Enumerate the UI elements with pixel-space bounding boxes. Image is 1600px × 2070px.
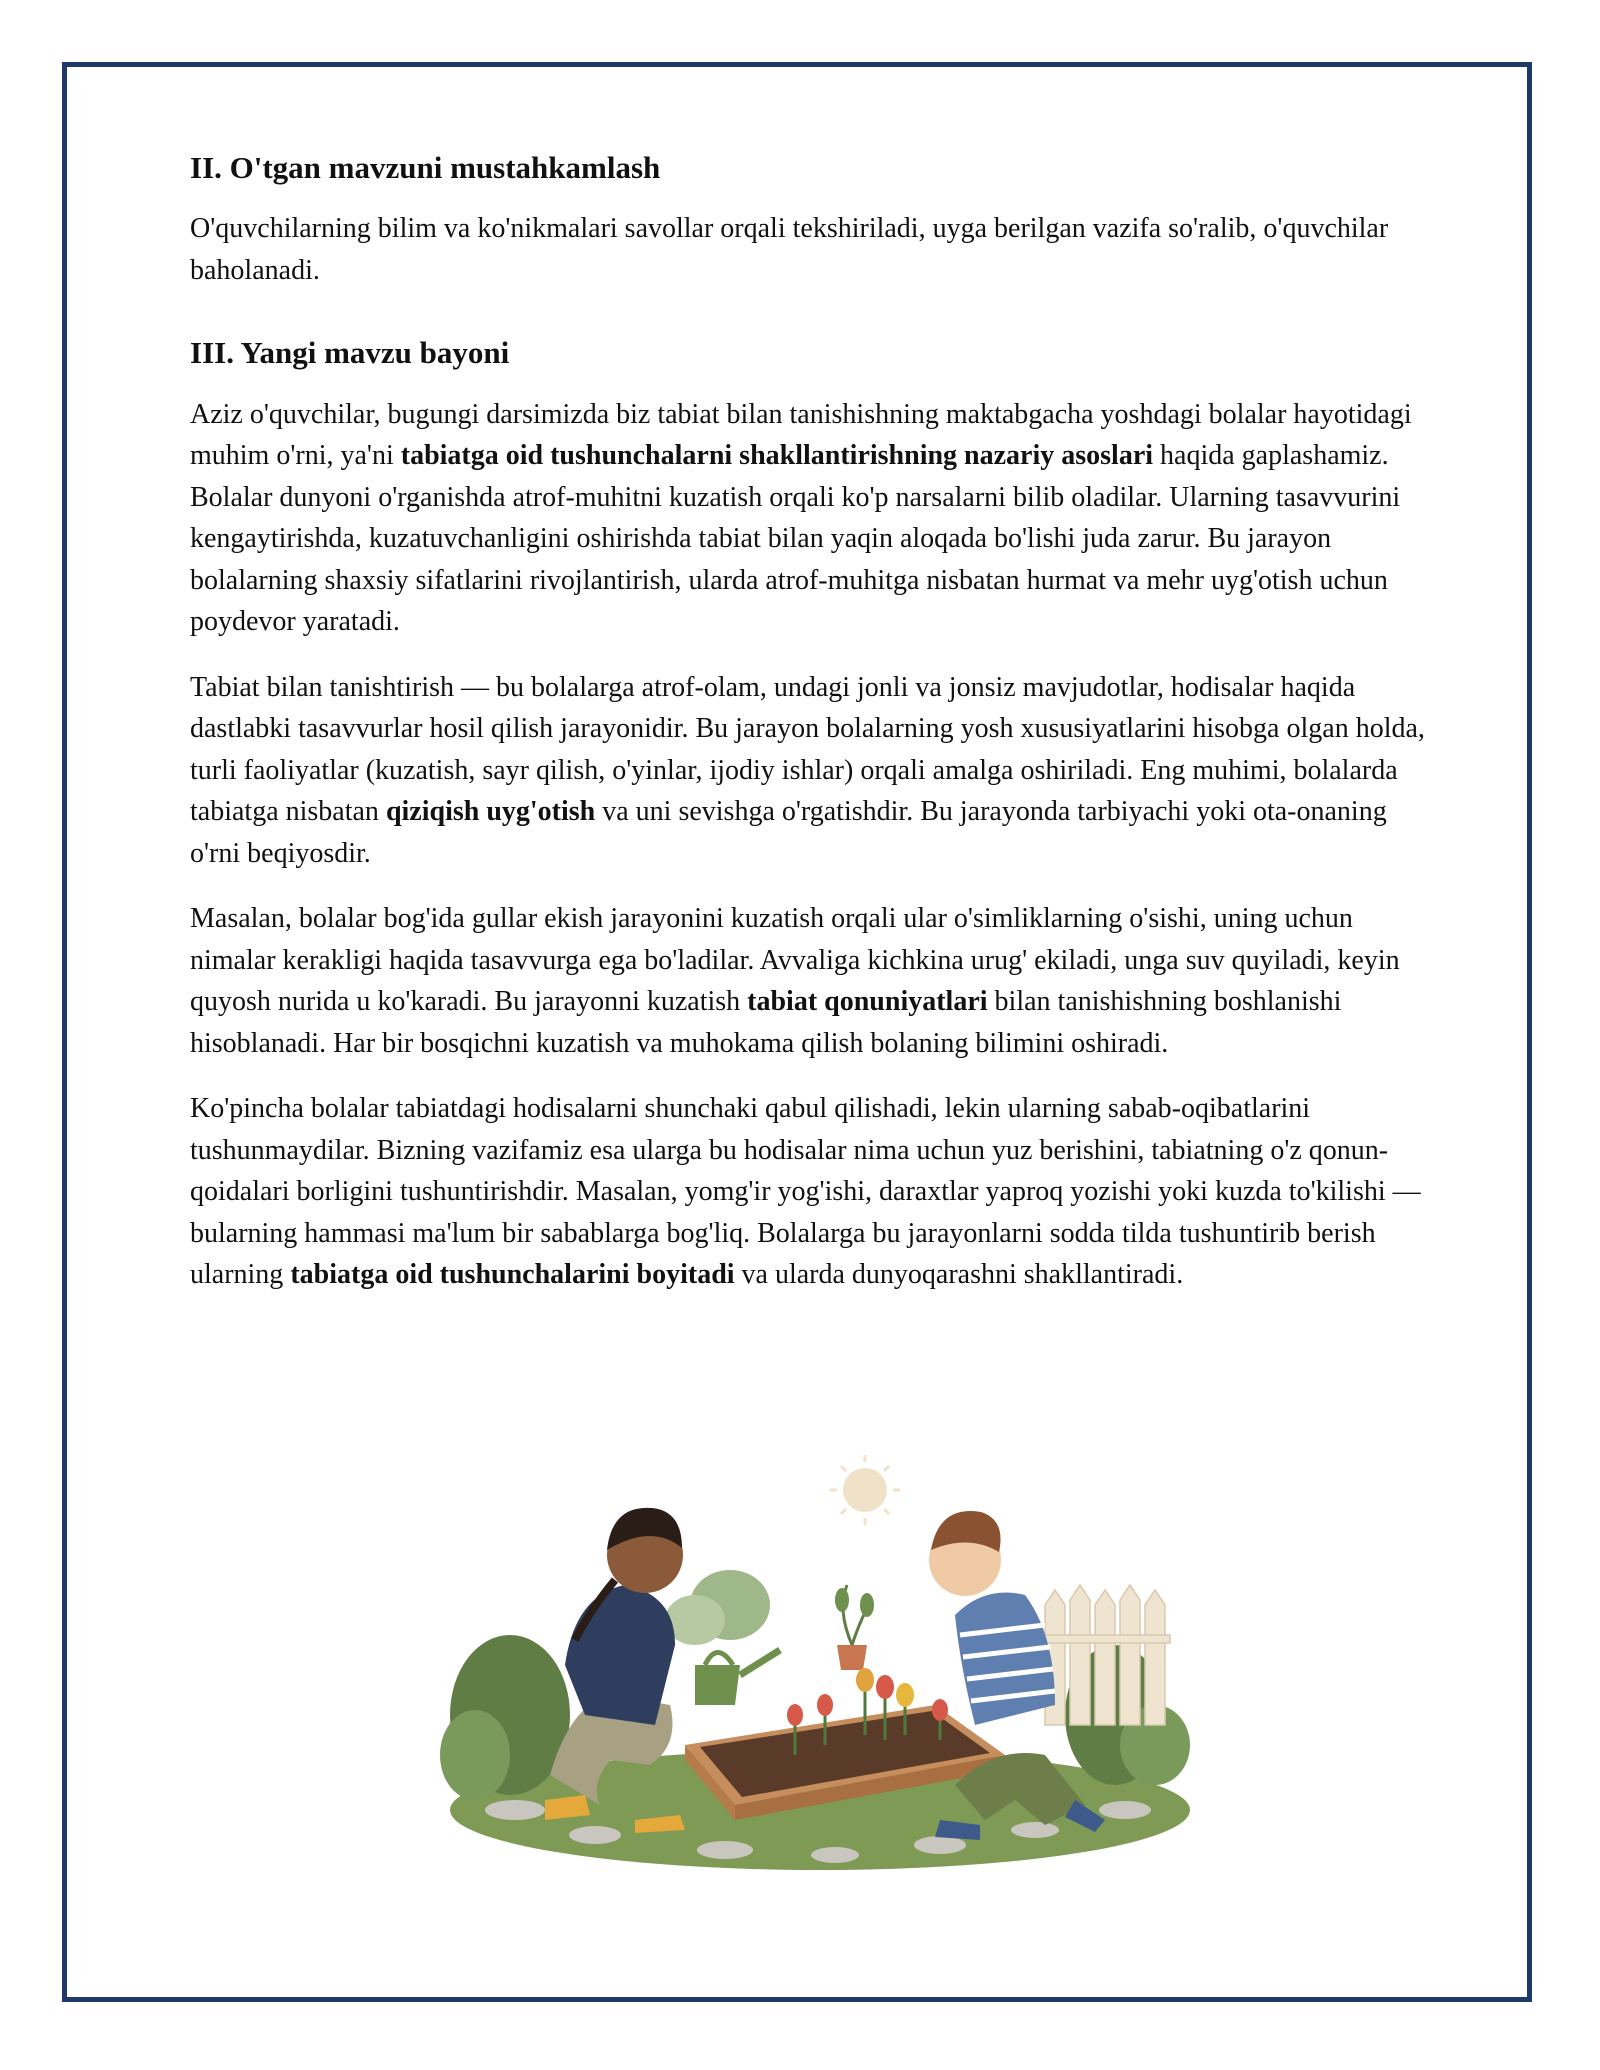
sun-icon	[830, 1455, 900, 1525]
watering-can-icon	[695, 1650, 780, 1705]
section-2-paragraph: O'quvchilarning bilim va ko'nikmalari savollar orqali tekshiriladi, uyga berilgan vazifa so'ralib, o'quvchilar baholanadi.	[190, 213, 1389, 286]
emphasis-text: tabiatga oid tushunchalarni shakllantirishning nazariy asoslari	[400, 440, 1154, 472]
paragraph-1: Aziz o'quvchilar, bugungi darsimizda biz tabiat bilan tanishishning maktabgacha yoshdagi bolalar hayotidagi muhim o'rni, ya'ni tabiatga oid tushunchalarni shakllantirishning nazariy asoslari haqida gaplashamiz. Bolalar dunyoni o'rganishda atrof-muhitni kuzatish orqali ko'p narsalarni bilib oladilar. Ularning tasavvurini kengaytirishda, kuzatuvchanligini oshirishda tabiat bilan yaqin aloqada bo'lishi juda zarur. Bu jarayon bolalarning shaxsiy sifatlarini rivojlantirish, ularda atrof-muhitga nisbatan hurmat va mehr uyg'otish uchun poydevor yaratadi.	[190, 398, 1412, 638]
emphasis-text: tabiat qonuniyatlari	[747, 986, 988, 1018]
paragraph-2: Tabiat bilan tanishtirish — bu bolalarga atrof-olam, undagi jonli va jonsiz mavjudotlar, hodisalar haqida dastlabki tasavvurlar hosil qilish jarayonidir. Bu jarayon bolalarning yosh xususiyatlarini hisobga olgan holda, turli faoliyatlar (kuzatish, sayr qilish, o'yinlar, ijodiy ishlar) orqali amalga oshiriladi. Eng muhimi, bolalarda tabiatga nisbatan qiziqish uyg'otish va uni sevishga o'rgatishdir. Bu jarayonda tarbiyachi yoki ota-onaning o'rni beqiyosdir.	[190, 671, 1425, 869]
bush-back	[665, 1570, 770, 1645]
paragraph-3: Masalan, bolalar bog'ida gullar ekish jarayonini kuzatish orqali ular o'simliklarning o'sishi, uning uchun nimalar kerakligi haqida tasavvurga ega bo'ladilar. Avvaliga kichkina urug' ekiladi, unga suv quyiladi, keyin quyosh nurida u ko'karadi. Bu jarayonni kuzatish tabiat qonuniyatlari bilan tanishishning boshlanishi hisoblanadi. Har bir bosqichni kuzatish va muhokama qilish bolaning bilimini oshiradi.	[190, 903, 1400, 1059]
section-heading-3: III. Yangi mavzu bayoni	[190, 335, 510, 371]
emphasis-text: tabiatga oid tushunchalarini boyitadi	[290, 1259, 735, 1291]
section-heading-2: II. O'tgan mavzuni mustahkamlash	[190, 150, 661, 185]
emphasis-text: qiziqish uyg'otish	[385, 796, 596, 828]
children-gardening-illustration	[395, 1425, 1245, 1895]
paragraph-4: Ko'pincha bolalar tabiatdagi hodisalarni shunchaki qabul qilishadi, lekin ularning sabab-oqibatlarini tushunmaydilar. Bizning vazifamiz esa ularga bu hodisalar nima uchun yuz berishini, tabiatning o'z qonun-qoidalari borligini tushuntirishdir. Masalan, yomg'ir yog'ishi, daraxtlar yaproq yozishi yoki kuzda to'kilishi — bularning hammasi ma'lum bir sabablarga bog'liq. Bolalarga bu jarayonlarni sodda tilda tushuntirib berish ularning tabiatga oid tushunchalarini boyitadi va ularda dunyoqarashni shakllantiradi.	[190, 1093, 1421, 1291]
document-body	[190, 148, 1440, 1320]
picket-fence	[1040, 1585, 1170, 1725]
potted-plant	[835, 1585, 874, 1670]
